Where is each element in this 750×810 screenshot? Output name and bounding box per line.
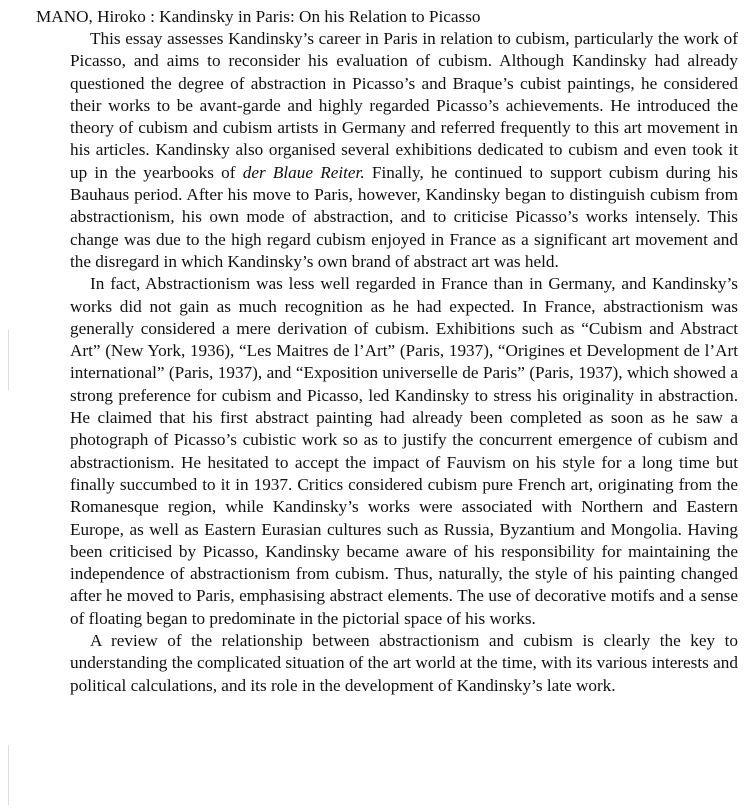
article-heading: MANO, Hiroko : Kandinsky in Paris: On his Relation to Picasso — [36, 7, 481, 26]
paragraph-1 — [36, 28, 738, 273]
scan-margin-line — [8, 745, 9, 805]
yearbook-title: der Blaue Reiter. — [242, 162, 365, 182]
scan-margin-line — [8, 330, 9, 390]
paragraph-3: A review of the relationship between abstractionism and cubism is clearly the key to understanding the complicated situation of the art world at the time, with its various interests and political calculations, and its role in the development of Kandinsky’s late work. — [70, 631, 738, 695]
paragraph-2: In fact, Abstractionism was less well regarded in France than in Germany, and Kandinsky’s works did not gain as much recognition as he had expected. In France, abstractionism was generally considered a mere derivation of cubism. Exhibitions such as “Cubism and Abstract Art” (New York, 1936), “Les Maitres de l’Art” (Paris, 1937), “Origines et Development de l’Art international” (Paris, 1937), and “Exposition universelle de Paris” (Paris, 1937), which showed a strong preference for cubism and Picasso, led Kandinsky to stress his originality in abstraction. He claimed that his first abstract painting had already been completed as soon as he saw a photograph of Picasso’s cubistic work so as to justify the concurrent emergence of cubism and abstractionism. He hesitated to accept the impact of Fauvism on his style for a long time but finally succumbed to it in 1937. Critics considered cubism pure French art, originating from the Romanesque region, while Kandinsky’s works were associated with Northern and Eastern Europe, as well as Eastern Eurasian cultures such as Russia, Byzantium and Mongolia. Having been criticised by Picasso, Kandinsky became aware of his responsibility for maintaining the independence of abstractionism from cubism. Thus, naturally, the style of his painting changed after he moved to Paris, emphasising abstract elements. The use of decorative motifs and a sense of floating began to predominate in the pictorial space of his works. — [70, 274, 738, 628]
paragraph-1-text: This essay assesses Kandinsky’s career in Paris in relation to cubism, particularly the work of Picasso, and aims to reconsider his evaluation of cubism. Although Kandinsky had already questioned the degree of abstraction in Picasso’s and Braque’s cubist paintings, he considered their works to be avant-garde and highly regarded Picasso’s achievements. He introduced the theory of cubism and cubism artists in Germany and referred frequently to this art movement in his articles. Kandinsky also organised several exhibitions dedicated to cubism and even took it up in the yearbooks of — [70, 29, 738, 182]
paragraph-1-text-continued: Finally, he continued to support cubism during his Bauhaus period. After his move to Paris, however, Kandinsky began to distinguish cubism from abstractionism, his own mode of abstraction, and to criticise Picasso’s works intensely. This change was due to the high regard cubism enjoyed in France as a significant art movement and the disregard in which Kandinsky’s own brand of abstract art was held. — [70, 162, 738, 271]
